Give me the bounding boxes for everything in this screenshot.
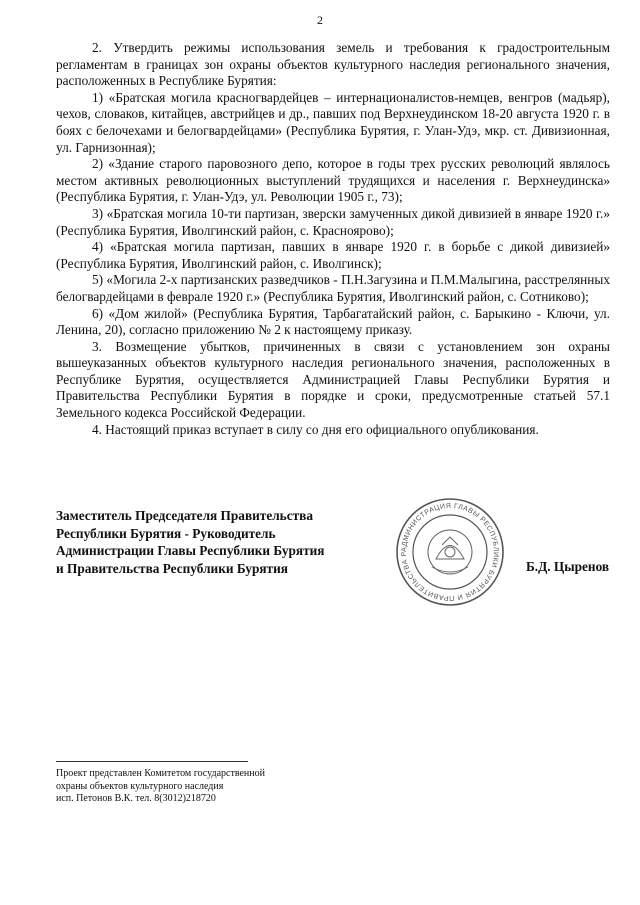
footer-note-line: Проект представлен Комитетом государственной [56, 768, 265, 779]
seal-ring-text: АДМИНИСТРАЦИЯ ГЛАВЫ РЕСПУБЛИКИ БУРЯТИЯ И ПРАВИТЕЛЬСТВА Р [400, 502, 500, 602]
seal-icon [376, 497, 524, 607]
document-body [56, 40, 610, 438]
footer-note-line: исп. Петонов В.К. тел. 8(3012)218720 [56, 793, 216, 804]
signatory-title-line: Республики Бурятия - Руководитель [56, 525, 276, 541]
signature-block [56, 502, 616, 607]
paragraph-subitem-4: 4) «Братская могила партизан, павших в январе 1920 г. в борьбе с дикой дивизией» (Республика Бурятия, Иволгинский район, с. Иволгинск); [56, 239, 610, 271]
page-number: 2 [317, 13, 323, 27]
paragraph-item-3: 3. Возмещение убытков, причиненных в связи с установлением зон охраны вышеуказанных объектов культурного наследия регионального значения, расположенных в Республике Бурятия, осуществляется Администрацией Главы Республики Бурятия и Правительства Республики Бурятия в порядке и сроки, предусмотренные статьей 57.1 Земельного кодекса Российской Федерации. [56, 338, 610, 421]
paragraph-subitem-1: 1) «Братская могила красногвардейцев – интернационалистов-немцев, венгров (мадьяр), чехов, словаков, китайцев, австрийцев и др., павших под Верхнеудинском 18-20 августа 1920 г. в боях с белочехами и белогвардейцами» (Республика Бурятия, г. Улан-Удэ, мкр. ст. Дивизионная, ул. Гарнизонная); [56, 89, 610, 155]
paragraph-subitem-2: 2) «Здание старого паровозного депо, которое в годы трех русских революций являлось местом активных революционных выступлений трудящихся и населения г. Верхнеудинска» (Республика Бурятия, г. Улан-Удэ, ул. Революции 1905 г., 73); [56, 156, 610, 205]
paragraph-subitem-5: 5) «Могила 2-х партизанских разведчиков - П.Н.Загузина и П.М.Малыгина, расстрелянных белогвардейцами в феврале 1920 г.» (Республика Бурятия, Иволгинский район, с. Сотниково); [56, 272, 610, 304]
paragraph-item-2: 2. Утвердить режимы использования земель и требования к градостроительным регламентам в границах зон охраны объектов культурного наследия регионального значения, расположенных в Республике Бурятия: [56, 40, 610, 89]
footer-note [56, 768, 356, 806]
paragraph-subitem-3: 3) «Братская могила 10-ти партизан, зверски замученных дикой дивизией в январе 1920 г.» (Республика Бурятия, Иволгинский район, с. Красноярово); [56, 205, 610, 238]
official-seal [376, 497, 524, 607]
footer-note-line: охраны объектов культурного наследия [56, 780, 224, 792]
signatory-title-line: и Правительства Республики Бурятия [56, 560, 288, 576]
signatory-name: Б.Д. Цыренов [526, 559, 610, 574]
svg-text:АДМИНИСТРАЦИЯ ГЛАВЫ РЕСПУБЛИКИ [376, 497, 499, 601]
signatory-title [56, 507, 386, 577]
signatory-title-line: Администрации Главы Республики Бурятия [56, 543, 325, 558]
paragraph-item-4: 4. Настоящий приказ вступает в силу со дня его официального опубликования. [92, 421, 539, 437]
paragraph-subitem-6: 6) «Дом жилой» (Республика Бурятия, Тарбагатайский район, с. Барыкино - Ключи, ул. Ленина, 20), согласно приложению № 2 к настоящему приказу. [56, 305, 610, 338]
footer-divider [56, 761, 248, 762]
signatory-title-line: Заместитель Председателя Правительства [56, 508, 313, 523]
